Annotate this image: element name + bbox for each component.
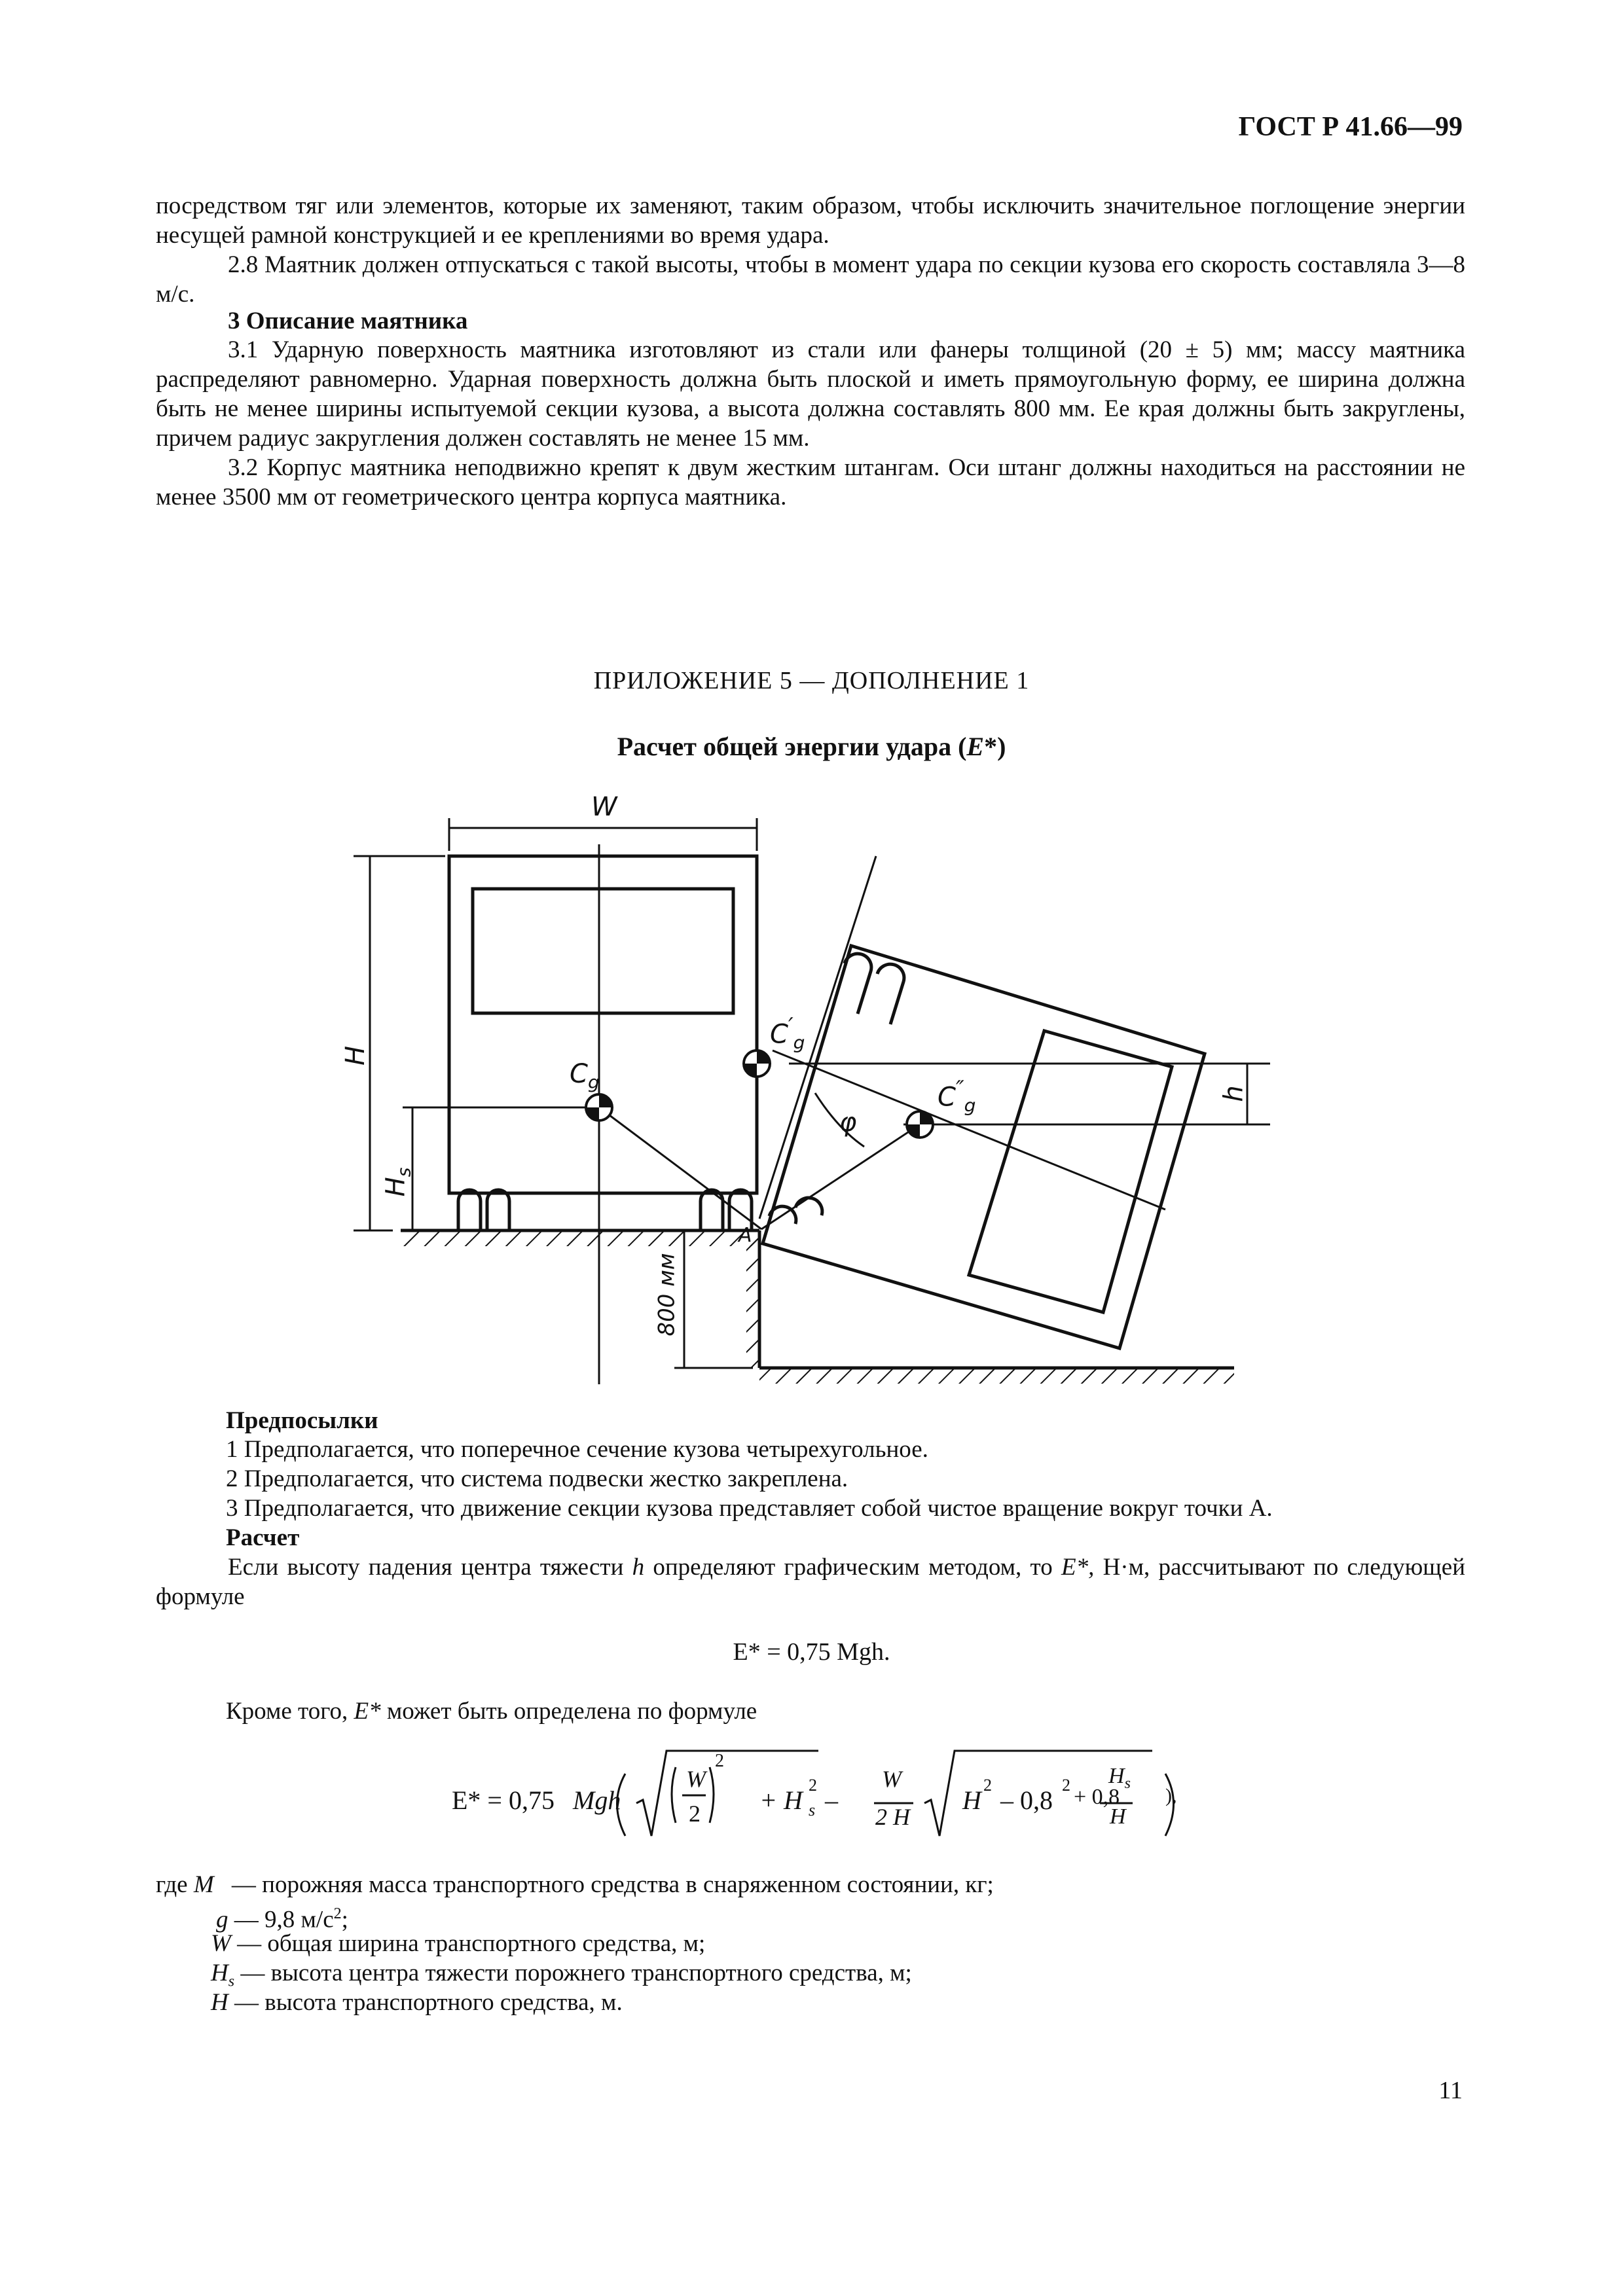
upright-window <box>473 889 733 1013</box>
legend-h <box>211 1988 623 2017</box>
legend-h-symbol: H <box>211 1989 228 2016</box>
formula-2-w-num: W <box>686 1766 706 1792</box>
legend-h-text: — высота транспортного средства, м. <box>228 1989 623 2016</box>
legend-hs-sub: s <box>228 1973 235 1990</box>
formula-2-rest: – 0,8 <box>1000 1785 1053 1815</box>
legend-m-symbol: M <box>193 1871 214 1898</box>
page-number: 11 <box>1438 2077 1463 2104</box>
formula-2-h-inner: H <box>962 1785 981 1815</box>
legend-g-sup: 2 <box>333 1905 342 1922</box>
label-cg-double-prime-main: C <box>938 1082 956 1113</box>
vehicle-section-rotated <box>763 946 1205 1348</box>
label-hs-main: H <box>380 1177 411 1197</box>
label-w: W <box>591 792 617 822</box>
annex-title-tail: *) <box>984 732 1006 761</box>
calc-symbol-h: h <box>632 1554 645 1581</box>
label-cg <box>570 1059 600 1093</box>
formula-2-h-den: H <box>1110 1804 1126 1829</box>
label-cg-prime-sub: g <box>793 1031 805 1054</box>
legend-w-text: — общая ширина транспортного средства, м; <box>230 1930 706 1957</box>
label-phi: φ <box>839 1107 857 1138</box>
paragraph-continuation: посредством тяг или элементов, которые их заменяют, таким образом, чтобы исключить значительное поглощение энергии несущей рамной конструкцией и ее креплениями во время удара. <box>156 192 1465 249</box>
label-cg-prime <box>770 1013 805 1053</box>
label-cg-prime-main: C <box>770 1019 788 1050</box>
calc-text-1 <box>156 1552 1465 1611</box>
legend-g-text: — 9,8 м/с <box>228 1906 334 1933</box>
premises-heading: Предпосылки <box>226 1407 378 1434</box>
formula-1: E* = 0,75 Mgh. <box>733 1638 890 1666</box>
formula-2-s-sub: s <box>809 1801 816 1820</box>
legend-g-tail: ; <box>341 1906 348 1933</box>
label-cg-double-prime <box>938 1076 976 1116</box>
vehicle-section-upright <box>449 856 757 1193</box>
wheel-left-2 <box>487 1190 509 1229</box>
legend-m-text: — порожняя масса транспортного средства в снаряженном состоянии, кг; <box>225 1871 994 1898</box>
legend-g-symbol: g <box>216 1906 228 1933</box>
calc-heading: Расчет <box>226 1524 300 1551</box>
legend-hs-symbol: H <box>211 1960 228 1986</box>
formula-2-exp2: 2 <box>715 1751 724 1771</box>
wheel-right-2 <box>729 1190 752 1229</box>
legend-m-prefix: где <box>156 1871 194 1898</box>
premise-2: 2 Предполагается, что система подвески жестко закреплена. <box>226 1465 848 1492</box>
formula-2-plus08-vis: + 0,8 <box>1074 1785 1120 1809</box>
label-h-drop: h <box>1218 1085 1249 1102</box>
formula-2 <box>452 1738 1185 1849</box>
calc-text-2a: Кроме того, <box>226 1698 354 1725</box>
formula-2-exp08: 2 <box>1062 1776 1070 1795</box>
formula-2-mgh: Mgh <box>573 1785 621 1815</box>
cg-marker-contact <box>744 1050 770 1077</box>
paragraph-3-1: 3.1 Ударную поверхность маятника изготовляют из стали или фанеры толщиной (20 ± 5) мм; массу маятника распределяют равномерно. Ударная поверхность должна быть плоской и иметь прямоугольную форму, ее ширина должна быть не менее ширины испытуемой секции кузова, а высота должна составлять 800 мм. Ее края должны быть закруглены, причем радиус закругления должен составлять не менее 15 мм. <box>156 336 1465 452</box>
calc-text-1b: определяют графическим методом, то <box>644 1554 1061 1581</box>
formula-2-hs-num <box>1108 1764 1131 1793</box>
formula-2-hs-num-h: H <box>1108 1764 1125 1788</box>
formula-2-2h-den: 2 H <box>875 1804 910 1830</box>
label-point-a: A <box>739 1224 752 1247</box>
calc-text-2 <box>226 1696 757 1726</box>
label-hs <box>380 1168 414 1197</box>
formula-2-minus: – <box>825 1785 838 1815</box>
legend-w <box>211 1929 705 1958</box>
calc-text-1a: Если высоту падения центра тяжести <box>228 1554 632 1581</box>
formula-2-tail: ), <box>1165 1785 1177 1806</box>
label-cg-sub: g <box>587 1071 600 1093</box>
calc-symbol-e2: E* <box>354 1698 381 1725</box>
label-800mm: 800 мм <box>653 1253 680 1336</box>
formula-2-sq: 2 <box>809 1776 817 1795</box>
section-3-heading: 3 Описание маятника <box>228 308 468 334</box>
wheel-left-1 <box>458 1190 481 1229</box>
formula-2-w2-num: W <box>882 1766 902 1792</box>
calc-text-1c: Н·м, рассчитывают по следующей формуле <box>156 1554 1466 1610</box>
paragraph-3-2: 3.2 Корпус маятника неподвижно крепят к двум жестким штангам. Оси штанг должны находиться на расстоянии не менее 3500 мм от геометрического центра корпуса маятника. <box>156 454 1465 511</box>
formula-2-two-den: 2 <box>689 1801 701 1827</box>
legend-m <box>156 1870 994 1899</box>
label-cg-double-prime-sup: ″ <box>955 1076 964 1102</box>
wheel-right-1 <box>701 1190 723 1229</box>
premise-1: 1 Предполагается, что поперечное сечение кузова четырехугольное. <box>226 1436 928 1463</box>
premise-3: 3 Предполагается, что движение секции кузова представляет собой чистое вращение вокруг точки А. <box>226 1495 1273 1522</box>
legend-w-symbol: W <box>211 1930 231 1957</box>
legend-hs-text: — высота центра тяжести порожнего транспортного средства, м; <box>234 1960 912 1986</box>
label-cg-double-prime-sub: g <box>964 1094 976 1117</box>
cg-marker-rotated <box>907 1111 933 1138</box>
label-h-total: H <box>340 1045 371 1066</box>
formula-2-hs-num-s: s <box>1124 1774 1131 1792</box>
annex-title-symbol: E <box>966 732 985 761</box>
label-cg-prime-sup: ′ <box>788 1013 793 1039</box>
calc-symbol-e: E*, <box>1061 1554 1095 1581</box>
cg-marker-upright <box>586 1094 612 1121</box>
formula-2-plus-h: + H <box>759 1785 803 1815</box>
paragraph-2-8: 2.8 Маятник должен отпускаться с такой высоты, чтобы в момент удара по секции кузова его скорость составляла 3—8 м/с. <box>156 251 1465 308</box>
label-hs-sub: s <box>393 1167 415 1177</box>
calc-text-2b: может быть определена по формуле <box>380 1698 757 1725</box>
formula-2-lhs: E* = 0,75 <box>452 1785 555 1815</box>
document-standard-number: ГОСТ Р 41.66—99 <box>1238 112 1463 142</box>
formula-2-h-exp: 2 <box>983 1776 992 1795</box>
annex-title-main: Расчет общей энергии удара ( <box>617 732 967 761</box>
annex-heading: ПРИЛОЖЕНИЕ 5 — ДОПОЛНЕНИЕ 1 <box>593 667 1030 694</box>
label-cg-main: C <box>570 1059 588 1089</box>
